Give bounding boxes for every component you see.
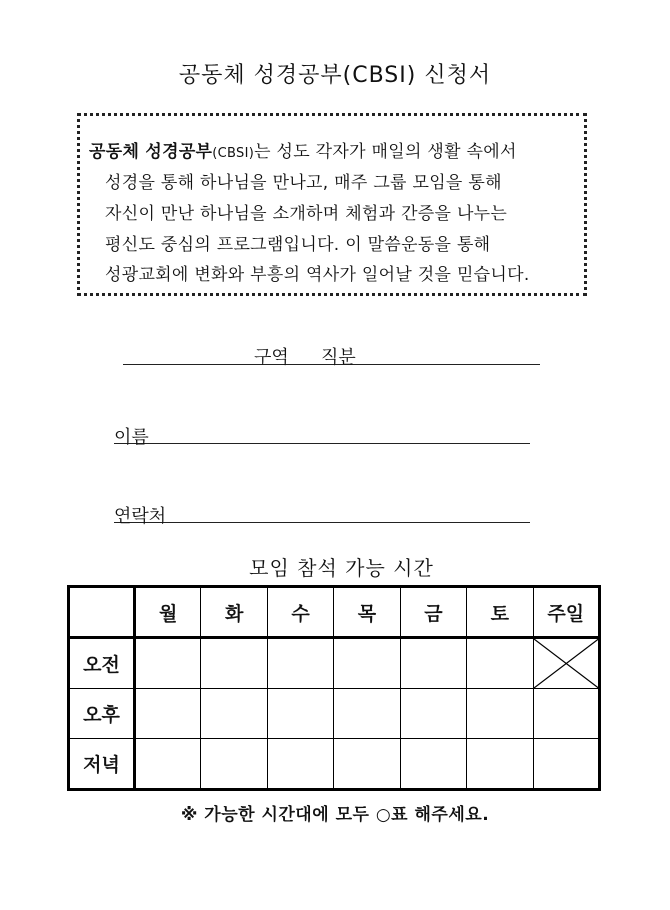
schedule-cell[interactable] bbox=[334, 638, 400, 689]
day-header: 금 bbox=[400, 587, 466, 638]
footer-note: ※ 가능한 시간대에 모두 ○표 해주세요. bbox=[180, 805, 490, 825]
name-field[interactable] bbox=[114, 419, 530, 444]
period-label: 저녁 bbox=[69, 739, 135, 790]
schedule-cell[interactable] bbox=[201, 739, 267, 790]
position-label: 직분 bbox=[321, 347, 356, 368]
page-title: 공동체 성경공부(CBSI) 신청서 bbox=[178, 63, 492, 88]
intro-line-3: 자신이 만난 하나님을 소개하며 체험과 간증을 나누는 bbox=[105, 204, 508, 224]
schedule-cell[interactable] bbox=[267, 638, 333, 689]
schedule-cell[interactable] bbox=[334, 689, 400, 739]
day-header: 토 bbox=[467, 587, 533, 638]
day-header: 목 bbox=[334, 587, 400, 638]
period-label: 오전 bbox=[69, 638, 135, 689]
schedule-cell[interactable] bbox=[267, 739, 333, 790]
schedule-cell[interactable] bbox=[467, 739, 533, 790]
schedule-cell[interactable] bbox=[135, 689, 201, 739]
day-header: 월 bbox=[135, 587, 201, 638]
schedule-cell[interactable] bbox=[467, 638, 533, 689]
intro-line-1 bbox=[89, 137, 517, 162]
intro-line-4: 평신도 중심의 프로그램입니다. 이 말씀운동을 통해 bbox=[105, 235, 491, 255]
intro-bold-lead: 공동체 성경공부 bbox=[89, 142, 213, 162]
intro-line-1-rest: 는 성도 각자가 매일의 생활 속에서 bbox=[254, 142, 517, 162]
corner-cell bbox=[69, 587, 135, 638]
day-header: 화 bbox=[201, 587, 267, 638]
schedule-cell[interactable] bbox=[400, 689, 466, 739]
schedule-cell[interactable] bbox=[201, 638, 267, 689]
schedule-table bbox=[67, 585, 601, 791]
intro-box bbox=[77, 113, 587, 296]
schedule-cell[interactable] bbox=[467, 689, 533, 739]
contact-field[interactable] bbox=[114, 498, 530, 523]
intro-line-2: 성경을 통해 하나님을 만나고, 매주 그룹 모임을 통해 bbox=[105, 173, 502, 193]
cross-mark-icon bbox=[534, 639, 598, 688]
schedule-header-row bbox=[69, 587, 600, 638]
schedule-cell[interactable] bbox=[533, 739, 599, 790]
day-header: 수 bbox=[267, 587, 333, 638]
unavailable-cell bbox=[533, 638, 599, 689]
schedule-cell[interactable] bbox=[135, 638, 201, 689]
schedule-cell[interactable] bbox=[135, 739, 201, 790]
period-label: 오후 bbox=[69, 689, 135, 739]
schedule-cell[interactable] bbox=[400, 638, 466, 689]
schedule-title: 모임 참석 가능 시간 bbox=[249, 556, 434, 580]
day-header: 주일 bbox=[533, 587, 599, 638]
intro-abbrev: (CBSI) bbox=[212, 146, 255, 161]
schedule-cell[interactable] bbox=[267, 689, 333, 739]
table-row bbox=[69, 689, 600, 739]
schedule-cell[interactable] bbox=[334, 739, 400, 790]
schedule-cell[interactable] bbox=[400, 739, 466, 790]
name-label: 이름 bbox=[114, 427, 149, 448]
schedule-cell[interactable] bbox=[201, 689, 267, 739]
contact-label: 연락처 bbox=[114, 506, 167, 527]
schedule-cell[interactable] bbox=[533, 689, 599, 739]
district-label: 구역 bbox=[254, 347, 289, 368]
table-row bbox=[69, 739, 600, 790]
intro-line-5: 성광교회에 변화와 부흥의 역사가 일어날 것을 믿습니다. bbox=[105, 265, 530, 285]
table-row bbox=[69, 638, 600, 689]
